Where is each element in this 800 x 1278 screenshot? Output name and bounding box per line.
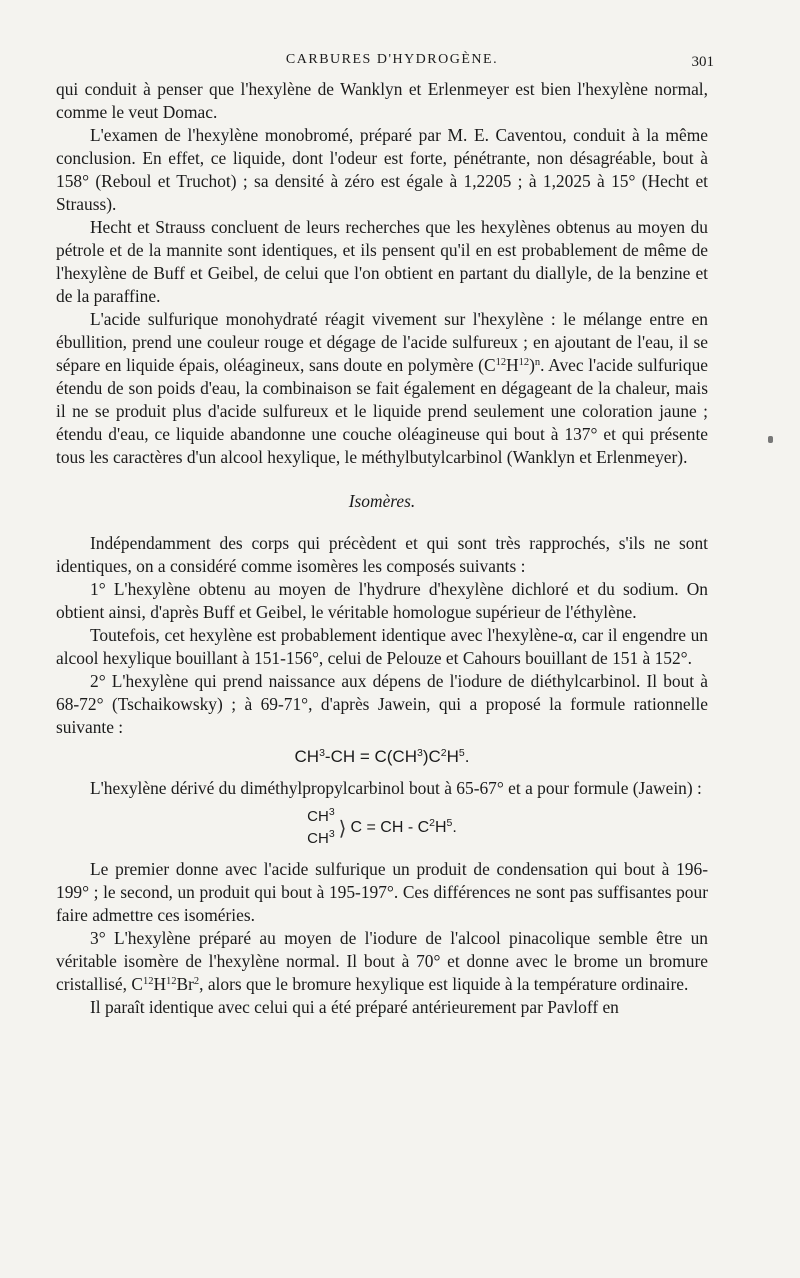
paragraph-3: Hecht et Strauss concluent de leurs recherches que les hexylènes obtenus au moyen du pétrole et de la mannite sont identiques, et ils pensent qu'il en est probablement de même de l'hexylène de Buff et Geibel, de celui que l'on obtient en partant du diallyle, de la benzine et de la paraffine. — [56, 217, 708, 306]
paragraph-2: L'examen de l'hexylène monobromé, préparé par M. E. Caventou, conduit à la même conclusion. En effet, ce liquide, dont l'odeur est forte, pénétrante, non désagréable, bout à 158° (Reboul et Truchot) ; sa densité à zéro est égale à 1,2205 ; à 1,2025 à 15° (Hecht et Strauss). — [56, 125, 708, 214]
paragraph-10: Le premier donne avec l'acide sulfurique un produit de condensation qui bout à 196-199° ; le second, un produit qui bout à 195-197°. Ces différences ne sont pas suffisantes pour faire admettre ces isoméries. — [56, 859, 708, 925]
paragraph-8: 2° L'hexylène qui prend naissance aux dépens de l'iodure de diéthylcarbinol. Il bout à 68-72° (Tschaikowsky) ; à 69-71°, d'après Jawein, qui a proposé la formule rationnelle suivante : — [56, 671, 708, 737]
running-title: CARBURES D'HYDROGÈNE. — [285, 52, 499, 67]
methyl-top: $CH^3$ — [307, 806, 335, 825]
paragraph-9: L'hexylène dérivé du diméthylpropylcarbinol bout à 65-67° et a pour formule (Jawein) : — [90, 778, 702, 798]
paragraph-4: L'acide sulfurique monohydraté réagit vivement sur l'hexylène : le mélange entre en ébullition, prend une couleur rouge et dégage de l'acide sulfureux ; en ajoutant de l'eau, il se sépare en liquide épais, oléagineux, sans doute en polymère $(C^{12}H^{12})^n$. Avec l'acide sulfurique étendu de son poids d'eau, la combinaison se fait également en dégageant de la chaleur, mais il ne se produit plus d'acide sulfureux et le liquide prend seulement une coloration jaune ; étendu d'eau, ce liquide abandonne une couche oléagineuse qui bout à 137° et qui présente tous les caractères d'un alcool hexylique, le méthylbutylcarbinol (Wanklyn et Erlenmeyer). — [56, 309, 709, 467]
page — [56, 52, 714, 1019]
paragraph-5: Indépendamment des corps qui précèdent et qui sont très rapprochés, s'ils ne sont identiques, on a considéré comme isomères les composés suivants : — [56, 533, 708, 576]
paragraph-11: 3° L'hexylène préparé au moyen de l'iodure de l'alcool pinacolique semble être un véritable isomère de l'hexylène normal. Il bout à 70° et donne avec le brome un bromure cristallisé, $C^{12}H^{12}Br^2$, alors que le bromure hexylique est liquide à la température ordinaire. — [56, 928, 708, 994]
methyl-bottom: $CH^3$ — [307, 828, 335, 847]
section-heading: Isomères. — [348, 491, 416, 511]
branch-bracket: ⟩ — [338, 817, 347, 840]
paragraph-12: Il paraît identique avec celui qui a été préparé antérieurement par Pavloff en — [90, 997, 619, 1017]
margin-mark — [768, 436, 773, 443]
page-number: 301 — [691, 54, 714, 70]
formula-chain: C = CH - $C^2H^5$. — [350, 817, 457, 836]
paragraph-7: Toutefois, cet hexylène est probablement identique avec l'hexylène-α, car il engendre un alcool hexylique bouillant à 151-156°, celui de Pelouze et Cahours bouillant de 151 à 152°. — [56, 625, 708, 668]
paragraph-6: 1° L'hexylène obtenu au moyen de l'hydrure d'hexylène dichloré et du sodium. On obtient ainsi, d'après Buff et Geibel, le véritable homologue supérieur de l'éthylène. — [56, 579, 708, 622]
running-header — [56, 52, 714, 78]
formula-rational: $CH^3-CH = C(CH^3)C^2H^5$. — [294, 747, 470, 766]
formula-structural — [56, 806, 708, 850]
paragraph-1: qui conduit à penser que l'hexylène de Wanklyn et Erlenmeyer est bien l'hexylène normal, comme le veut Domac. — [56, 79, 708, 122]
